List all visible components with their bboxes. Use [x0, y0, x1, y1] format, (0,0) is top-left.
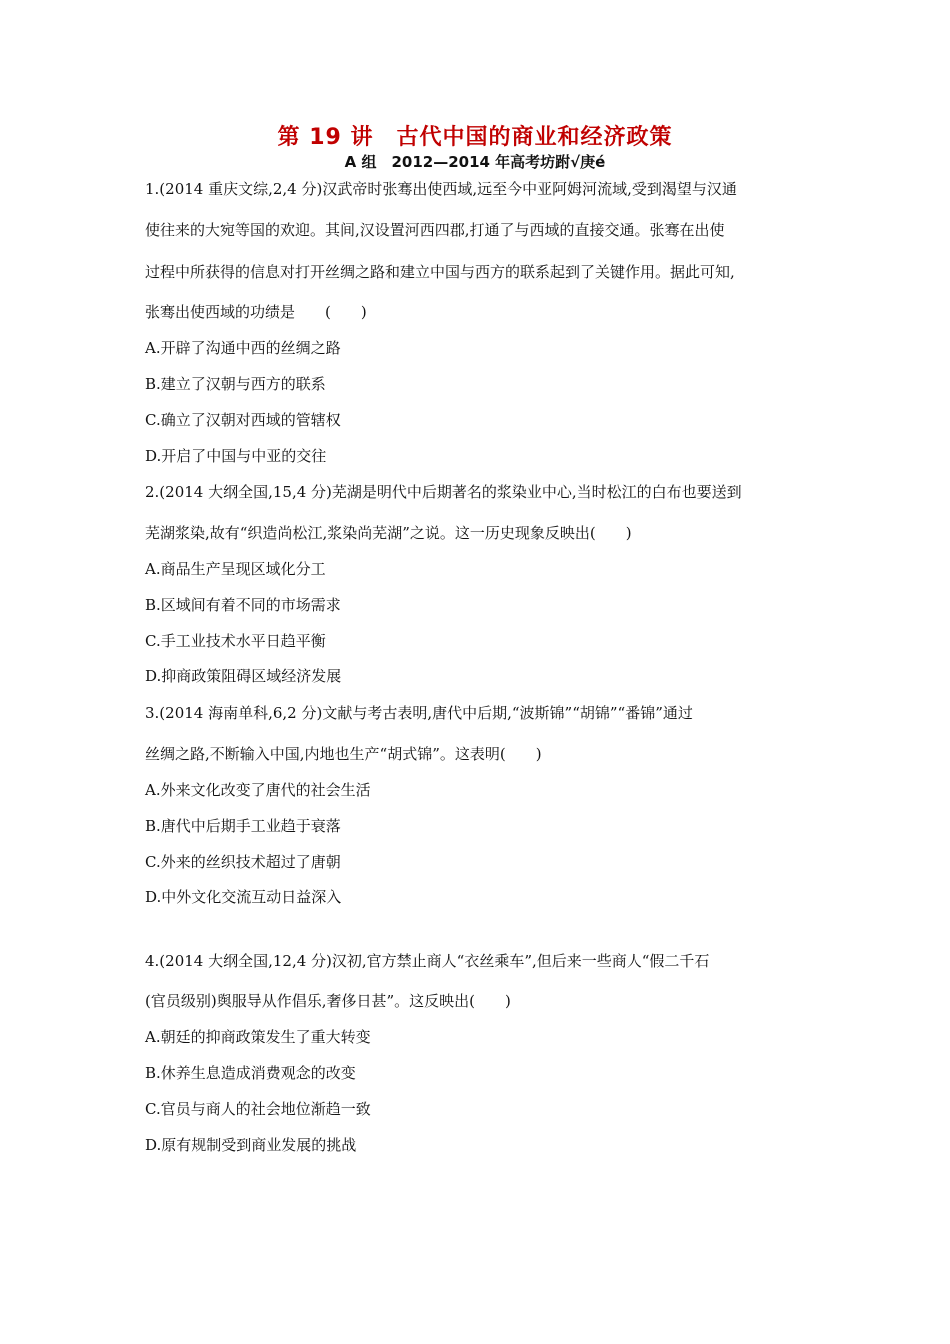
question-1-stem-line-1: 1.(2014 重庆文综,2,4 分)汉武帝时张骞出使西域,远至今中亚阿姆河流域,受到渴望与汉通 [145, 180, 737, 198]
question-3-option-a: A.外来文化改变了唐代的社会生活 [145, 781, 371, 799]
question-3-option-c: C.外来的丝织技术超过了唐朝 [145, 853, 341, 871]
question-3-stem-line-1: 3.(2014 海南单科,6,2 分)文献与考古表明,唐代中后期,“波斯锦”“胡锦”“番锦”通过 [145, 704, 693, 722]
question-4-stem-line-1: 4.(2014 大纲全国,12,4 分)汉初,官方禁止商人“衣丝乘车”,但后来一些商人“假二千石 [145, 952, 710, 970]
question-1-option-d: D.开启了中国与中亚的交往 [145, 447, 327, 465]
question-2-option-d: D.抑商政策阻碍区域经济发展 [145, 667, 342, 685]
question-1-stem-line-2: 使往来的大宛等国的欢迎。其间,汉设置河西四郡,打通了与西域的直接交通。张骞在出使 [145, 221, 725, 239]
question-4-stem-line-2: (官员级别)舆服导从作倡乐,奢侈日甚”。这反映出( ) [145, 992, 511, 1010]
question-1-option-a: A.开辟了沟通中西的丝绸之路 [145, 339, 341, 357]
question-3-stem-line-2: 丝绸之路,不断输入中国,内地也生产“胡式锦”。这表明( ) [145, 745, 542, 763]
question-3-option-d: D.中外文化交流互动日益深入 [145, 888, 342, 906]
question-1-option-c: C.确立了汉朝对西域的管辖权 [145, 411, 341, 429]
question-2-option-c: C.手工业技术水平日趋平衡 [145, 632, 326, 650]
question-2-stem-line-2: 芜湖浆染,故有“织造尚松江,浆染尚芜湖”之说。这一历史现象反映出( ) [145, 524, 632, 542]
question-2-option-b: B.区域间有着不同的市场需求 [145, 596, 341, 614]
question-1-stem-line-4: 张骞出使西域的功绩是 ( ) [145, 303, 367, 321]
question-2-option-a: A.商品生产呈现区域化分工 [145, 560, 326, 578]
question-3-option-b: B.唐代中后期手工业趋于衰落 [145, 817, 341, 835]
question-4-option-d: D.原有规制受到商业发展的挑战 [145, 1136, 357, 1154]
question-1-stem-line-3: 过程中所获得的信息对打开丝绸之路和建立中国与西方的联系起到了关键作用。据此可知, [145, 263, 735, 281]
question-2-stem-line-1: 2.(2014 大纲全国,15,4 分)芜湖是明代中后期著名的浆染业中心,当时松江的白布也要送到 [145, 483, 742, 501]
question-4-option-c: C.官员与商人的社会地位渐趋一致 [145, 1100, 371, 1118]
question-4-option-b: B.休养生息造成消费观念的改变 [145, 1064, 356, 1082]
question-1-option-b: B.建立了汉朝与西方的联系 [145, 375, 326, 393]
document-title: 第 19 讲 古代中国的商业和经济政策 [277, 125, 673, 150]
question-4-option-a: A.朝廷的抑商政策发生了重大转变 [145, 1028, 371, 1046]
document-subtitle: A 组 2012—2014 年高考坊跗√庚é [344, 153, 606, 171]
